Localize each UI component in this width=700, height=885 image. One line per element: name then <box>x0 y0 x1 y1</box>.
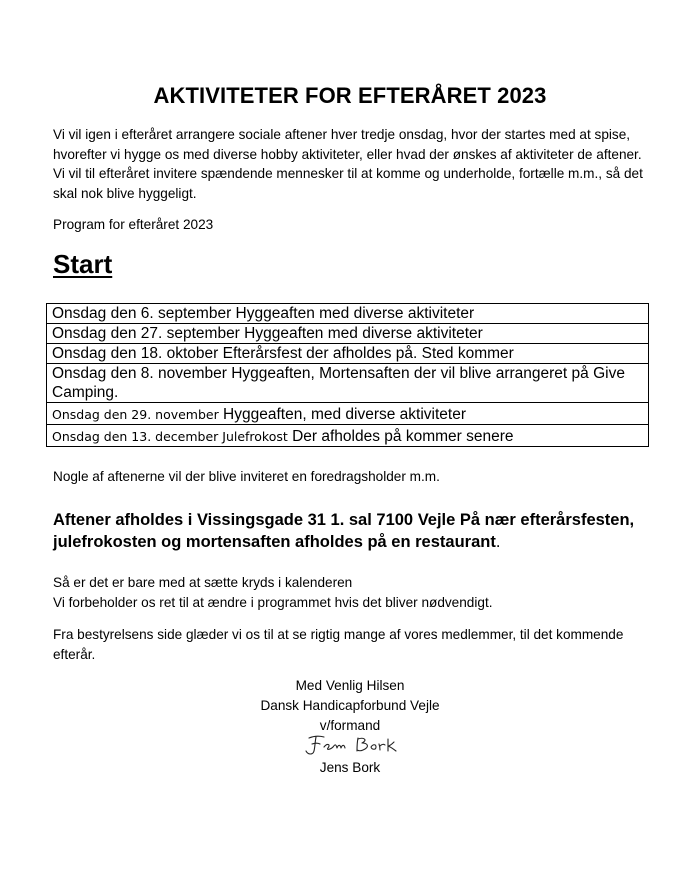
schedule-activity: Hyggeaften, med diverse aktiviteter <box>218 406 467 423</box>
signer-role: v/formand <box>319 718 381 733</box>
start-heading: Start <box>53 249 113 279</box>
schedule-entry: Onsdag den 18. oktober Efterårsfest der afholdes på. Sted kommer <box>47 344 649 364</box>
document-title: AKTIVITETER FOR EFTERÅRET 2023 <box>153 83 547 108</box>
schedule-entry: Onsdag den 6. september Hyggeaften med diverse aktiviteter <box>47 304 649 324</box>
schedule-date: Onsdag den 29. november <box>52 407 219 422</box>
location-bold-text: Aftener afholdes i Vissingsgade 31 1. sal 7100 Vejle På nær efterårsfesten, julefrokosten og mortensaften afholdes på en restaurant <box>53 511 635 551</box>
signoff-block <box>200 676 500 736</box>
intro-paragraph: Vi vil igen i efteråret arrangere sociale aftener hver tredje onsdag, hvor der startes med at spise, hvorefter vi hygge os med diverse hobby aktiviteter, eller hvad der ønskes af aktiviteter de aftener. Vi vil til efteråret invitere spændende mennesker til at komme og underholde, fortælle m.m., så det skal nok blive hyggeligt. <box>53 127 643 201</box>
signer-name: Jens Bork <box>319 760 381 775</box>
schedule-row <box>47 364 649 403</box>
greeting: Med Venlig Hilsen <box>295 678 405 693</box>
handwritten-signature <box>300 733 400 757</box>
schedule-date: Onsdag den 13. december Julefrokost <box>52 429 288 444</box>
schedule-row <box>47 324 649 344</box>
organization-name: Dansk Handicapforbund Vejle <box>260 698 440 713</box>
program-label: Program for efteråret 2023 <box>53 217 214 232</box>
schedule-entry: Onsdag den 27. september Hyggeaften med diverse aktiviteter <box>47 324 649 344</box>
speaker-note: Nogle af aftenerne vil der blive inviteret en foredragsholder m.m. <box>53 469 440 484</box>
schedule-row <box>47 403 649 425</box>
calendar-line: Så er det er bare med at sætte kryds i kalenderen <box>53 575 353 590</box>
schedule-entry: Onsdag den 8. november Hyggeaften, Mortensaften der vil blive arrangeret på Give Camping. <box>47 364 649 403</box>
schedule-row <box>47 425 649 447</box>
calendar-paragraph <box>53 573 493 612</box>
reservation-line: Vi forbeholder os ret til at ændre i programmet hvis det bliver nødvendigt. <box>53 594 493 610</box>
schedule-table <box>46 303 649 447</box>
schedule-row <box>47 304 649 324</box>
location-tail: . <box>495 533 501 551</box>
schedule-row <box>47 344 649 364</box>
schedule-entry <box>47 403 649 425</box>
schedule-activity: Der afholdes på kommer senere <box>287 428 514 445</box>
closing-paragraph: Fra bestyrelsens side glæder vi os til at se rigtig mange af vores medlemmer, til det kommende efterår. <box>53 627 624 662</box>
schedule-entry <box>47 425 649 447</box>
location-paragraph <box>53 509 663 553</box>
